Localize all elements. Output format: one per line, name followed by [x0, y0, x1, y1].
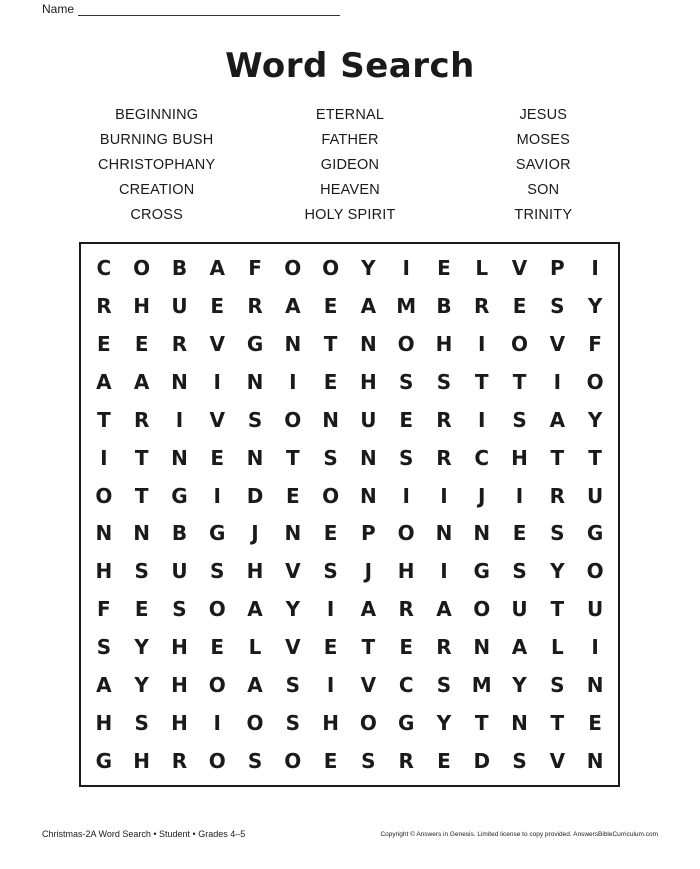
grid-letter[interactable]: N	[473, 521, 491, 546]
grid-letter[interactable]: I	[591, 255, 599, 280]
grid-letter[interactable]: A	[133, 369, 150, 394]
grid-letter[interactable]: O	[95, 483, 113, 508]
word-list-item: FATHER	[321, 132, 379, 148]
word-list-item: MOSES	[516, 132, 570, 148]
grid-letter[interactable]: V	[285, 559, 301, 584]
grid-letter[interactable]: O	[133, 255, 151, 280]
grid-letter[interactable]: T	[550, 711, 565, 736]
grid-letter[interactable]: H	[171, 673, 188, 698]
grid-letter[interactable]: N	[171, 369, 188, 394]
grid-letter[interactable]: S	[96, 635, 112, 660]
word-list	[60, 105, 640, 230]
grid-letter[interactable]: J	[478, 483, 486, 508]
grid-letter[interactable]: T	[361, 635, 376, 660]
grid-letter[interactable]: R	[549, 483, 566, 508]
grid-letter[interactable]: T	[474, 369, 489, 394]
word-list-item: CROSS	[130, 207, 183, 223]
grid-letter[interactable]: Y	[134, 635, 149, 660]
grid-letter[interactable]: I	[100, 445, 108, 470]
grid-letter[interactable]: E	[399, 635, 413, 660]
grid-letter[interactable]: G	[473, 559, 490, 584]
grid-letter[interactable]: C	[474, 445, 490, 470]
grid-letter[interactable]: M	[471, 673, 492, 698]
name-line[interactable]	[78, 3, 340, 16]
grid-letter[interactable]: U	[360, 407, 377, 432]
grid-letter[interactable]: R	[398, 597, 414, 622]
grid-letter[interactable]: S	[398, 445, 414, 470]
grid-letter[interactable]: O	[208, 749, 226, 774]
grid-letter[interactable]: S	[134, 559, 149, 584]
grid-letter[interactable]: I	[553, 369, 562, 394]
grid-letter[interactable]: S	[172, 597, 187, 622]
word-list-item: GIDEON	[320, 157, 380, 173]
grid-letter[interactable]: G	[397, 711, 415, 736]
grid-letter[interactable]: I	[289, 369, 297, 394]
grid-letter[interactable]: F	[97, 597, 111, 622]
grid-letter[interactable]: S	[323, 559, 338, 584]
grid-letter[interactable]: N	[284, 331, 302, 356]
grid-letter[interactable]: E	[97, 331, 111, 356]
grid-letter[interactable]: U	[171, 293, 188, 318]
grid-letter[interactable]: V	[285, 635, 301, 660]
grid-letter[interactable]: H	[360, 369, 377, 394]
grid-letter[interactable]: V	[360, 673, 377, 698]
grid-letter[interactable]: E	[437, 255, 451, 280]
grid-letter[interactable]: S	[247, 749, 263, 774]
grid-letter[interactable]: P	[549, 255, 565, 280]
grid-letter[interactable]: R	[133, 407, 150, 432]
grid-letter[interactable]: O	[208, 597, 226, 622]
grid-letter[interactable]: A	[360, 293, 377, 318]
grid-letter[interactable]: R	[171, 749, 188, 774]
grid-letter[interactable]: R	[96, 293, 112, 318]
grid-letter[interactable]: F	[588, 331, 602, 356]
grid-letter[interactable]: S	[512, 407, 527, 432]
grid-letter[interactable]: O	[586, 559, 604, 584]
grid-letter[interactable]: E	[210, 445, 225, 470]
grid-letter[interactable]: Y	[436, 711, 452, 736]
grid-letter[interactable]: S	[323, 445, 338, 470]
grid-letter[interactable]: A	[549, 407, 566, 432]
grid-letter[interactable]: Y	[134, 673, 149, 698]
grid-letter[interactable]: O	[473, 597, 491, 622]
grid-letter[interactable]: O	[284, 255, 302, 280]
grid-letter[interactable]: Y	[587, 407, 603, 432]
grid-letter[interactable]: T	[97, 407, 111, 432]
grid-letter[interactable]: O	[586, 369, 604, 394]
grid-letter[interactable]: H	[171, 635, 188, 660]
word-list-item: ETERNAL	[315, 107, 385, 123]
grid-letter[interactable]: N	[586, 673, 604, 698]
grid-letter[interactable]: C	[96, 255, 112, 280]
grid-letter[interactable]: E	[512, 521, 527, 546]
footer-course-info: Christmas-2A Word Search • Student • Grades 4–5	[42, 829, 246, 839]
grid-letter[interactable]: O	[397, 331, 415, 356]
grid-letter[interactable]: J	[251, 521, 259, 546]
word-list-item: BURNING BUSH	[99, 132, 214, 148]
grid-letter[interactable]: A	[285, 293, 301, 318]
word-list-item: CREATION	[118, 182, 195, 198]
grid-letter[interactable]: I	[515, 483, 524, 508]
grid-letter[interactable]: T	[550, 597, 565, 622]
grid-letter[interactable]: H	[133, 749, 151, 774]
grid-letter[interactable]: I	[402, 483, 410, 508]
grid-letter[interactable]: I	[402, 255, 410, 280]
name-label: Name	[42, 2, 75, 16]
grid-letter[interactable]: R	[436, 445, 452, 470]
grid-letter[interactable]: E	[588, 711, 602, 736]
grid-letter[interactable]: N	[586, 749, 604, 774]
grid-letter[interactable]: B	[436, 293, 452, 318]
grid-letter[interactable]: H	[511, 445, 528, 470]
grid-letter[interactable]: E	[323, 369, 338, 394]
grid-letter[interactable]: S	[512, 749, 527, 774]
grid-letter[interactable]: E	[210, 635, 225, 660]
grid-letter[interactable]: N	[473, 635, 491, 660]
grid-letter[interactable]: E	[323, 749, 338, 774]
grid-letter[interactable]: I	[478, 331, 486, 356]
name-field[interactable]	[42, 2, 340, 16]
grid-letter[interactable]: E	[134, 331, 149, 356]
grid-letter[interactable]: A	[96, 673, 112, 698]
grid-letter[interactable]: H	[95, 559, 113, 584]
grid-letter[interactable]: T	[550, 445, 565, 470]
grid-letter[interactable]: E	[210, 293, 225, 318]
grid-letter[interactable]: N	[435, 521, 453, 546]
grid-letter[interactable]: E	[285, 483, 300, 508]
grid-letter[interactable]: N	[171, 445, 188, 470]
word-column-2	[253, 105, 446, 230]
grid-letter[interactable]: D	[473, 749, 491, 774]
grid-letter[interactable]: I	[440, 483, 448, 508]
grid-letter[interactable]: E	[512, 293, 527, 318]
grid-letter[interactable]: N	[360, 331, 377, 356]
grid-letter[interactable]: S	[247, 407, 263, 432]
grid-letter[interactable]: V	[209, 407, 225, 432]
word-search-grid	[79, 242, 620, 787]
word-list-item: JESUS	[519, 107, 568, 123]
word-column-3	[447, 105, 640, 230]
grid-letter[interactable]: N	[246, 445, 264, 470]
grid-letter[interactable]: Y	[361, 255, 376, 280]
grid-letter[interactable]: F	[248, 255, 262, 280]
grid-letter[interactable]: O	[511, 331, 529, 356]
footer-copyright: Copyright © Answers in Genesis. Limited license to copy provided. AnswersBibleCurriculum.com	[380, 831, 658, 838]
word-list-item: TRINITY	[514, 207, 573, 223]
grid-letter[interactable]: P	[361, 521, 376, 546]
grid-letter[interactable]: A	[436, 597, 452, 622]
grid-letter[interactable]: H	[171, 711, 188, 736]
grid-letter[interactable]: B	[171, 255, 188, 280]
grid-letter[interactable]: G	[246, 331, 264, 356]
grid-letter[interactable]: N	[511, 711, 528, 736]
grid-letter[interactable]: O	[322, 483, 340, 508]
grid-letter[interactable]: R	[474, 293, 490, 318]
grid-letter[interactable]: A	[247, 673, 263, 698]
grid-letter[interactable]: E	[134, 597, 149, 622]
grid-letter[interactable]: Y	[285, 597, 301, 622]
grid-letter[interactable]: E	[437, 749, 451, 774]
grid-letter[interactable]: S	[436, 673, 452, 698]
grid-letter[interactable]: G	[171, 483, 188, 508]
grid-letter[interactable]: A	[360, 597, 377, 622]
grid-letter[interactable]: T	[323, 331, 338, 356]
grid-letter[interactable]: Y	[550, 559, 565, 584]
grid-letter[interactable]: S	[361, 749, 376, 774]
grid-letter[interactable]: U	[171, 559, 188, 584]
grid-letter[interactable]: D	[246, 483, 264, 508]
grid-letter[interactable]: I	[478, 407, 486, 432]
word-list-item: SON	[527, 182, 560, 198]
grid-letter[interactable]: H	[435, 331, 453, 356]
grid-letter[interactable]: Y	[512, 673, 527, 698]
grid-letter[interactable]: R	[247, 293, 263, 318]
grid-letter[interactable]: T	[134, 483, 149, 508]
grid-letter[interactable]: M	[396, 293, 417, 318]
word-list-item: CHRISTOPHANY	[97, 157, 216, 173]
word-list-item: SAVIOR	[515, 157, 571, 173]
grid-letter[interactable]: H	[95, 711, 113, 736]
grid-letter[interactable]: U	[586, 597, 604, 622]
grid-letter[interactable]: G	[586, 521, 604, 546]
grid-letter[interactable]: L	[550, 635, 564, 660]
page-title: Word Search	[225, 46, 475, 86]
grid-letter[interactable]: H	[322, 711, 339, 736]
grid-letter[interactable]: V	[549, 331, 566, 356]
grid-letter[interactable]: I	[213, 711, 221, 736]
grid-letter[interactable]: N	[246, 369, 264, 394]
grid-letter[interactable]: S	[550, 673, 565, 698]
grid-letter[interactable]: I	[440, 559, 448, 584]
grid-letter[interactable]: I	[175, 407, 184, 432]
grid-letter[interactable]: N	[322, 407, 339, 432]
grid-letter[interactable]: I	[213, 483, 221, 508]
grid-letter[interactable]: L	[475, 255, 489, 280]
grid-letter[interactable]: V	[511, 255, 528, 280]
grid-letter[interactable]: E	[323, 293, 338, 318]
grid-letter[interactable]: A	[247, 597, 263, 622]
grid-letter[interactable]: G	[209, 521, 226, 546]
grid-letter[interactable]: U	[586, 483, 604, 508]
grid-letter[interactable]: T	[474, 711, 489, 736]
grid-letter[interactable]: O	[322, 255, 340, 280]
word-list-item: BEGINNING	[115, 107, 199, 123]
grid-letter[interactable]: S	[512, 559, 527, 584]
grid-letter[interactable]: E	[399, 407, 413, 432]
grid-letter[interactable]: J	[364, 559, 373, 584]
grid-letter[interactable]: S	[134, 711, 149, 736]
grid-letter[interactable]: S	[210, 559, 225, 584]
grid-letter[interactable]: I	[213, 369, 221, 394]
grid-letter[interactable]: A	[511, 635, 528, 660]
grid-letter[interactable]: Y	[587, 293, 603, 318]
grid-letter[interactable]: O	[284, 407, 302, 432]
grid-letter[interactable]: R	[436, 635, 452, 660]
grid-letter[interactable]: O	[208, 673, 226, 698]
grid-letter[interactable]: R	[398, 749, 414, 774]
grid-letter[interactable]: O	[359, 711, 377, 736]
grid-letter[interactable]: I	[591, 635, 599, 660]
grid-letter[interactable]: V	[549, 749, 566, 774]
grid-letter[interactable]: T	[134, 445, 149, 470]
grid-letter[interactable]: L	[248, 635, 262, 660]
grid-letter[interactable]: E	[323, 521, 338, 546]
grid-letter[interactable]: H	[133, 293, 151, 318]
word-list-item: HEAVEN	[320, 182, 380, 198]
grid-letter[interactable]: N	[360, 445, 377, 470]
grid-letter[interactable]: S	[285, 673, 301, 698]
grid-letter[interactable]: A	[96, 369, 112, 394]
grid-letter[interactable]: S	[550, 521, 565, 546]
grid-letter[interactable]: T	[285, 445, 300, 470]
grid-letter[interactable]: I	[326, 597, 335, 622]
grid-letter[interactable]: T	[588, 445, 602, 470]
grid-letter[interactable]: S	[398, 369, 414, 394]
grid-letter[interactable]: N	[133, 521, 151, 546]
grid-letter[interactable]: C	[398, 673, 414, 698]
grid-letter[interactable]: R	[436, 407, 452, 432]
grid-letter[interactable]: E	[323, 635, 338, 660]
grid-letter[interactable]: A	[209, 255, 225, 280]
word-list-item: HOLY SPIRIT	[304, 207, 396, 223]
grid-letter[interactable]: N	[360, 483, 377, 508]
grid-letter[interactable]: G	[95, 749, 113, 774]
grid-letter[interactable]: N	[284, 521, 302, 546]
grid-letter[interactable]: V	[209, 331, 225, 356]
grid-letter[interactable]: S	[285, 711, 301, 736]
grid-letter[interactable]: H	[246, 559, 264, 584]
grid-letter[interactable]: R	[171, 331, 188, 356]
grid-letter[interactable]: B	[171, 521, 188, 546]
grid-letter[interactable]: O	[284, 749, 302, 774]
grid-letter[interactable]: U	[511, 597, 528, 622]
grid-letter[interactable]: T	[512, 369, 527, 394]
grid-letter[interactable]: I	[326, 673, 335, 698]
grid-letter[interactable]: S	[436, 369, 452, 394]
grid-letter[interactable]: O	[397, 521, 415, 546]
word-column-1	[60, 105, 253, 230]
grid-letter[interactable]: S	[550, 293, 565, 318]
grid-letter[interactable]: N	[95, 521, 113, 546]
grid-letter[interactable]: O	[246, 711, 264, 736]
grid-letter[interactable]: H	[397, 559, 415, 584]
